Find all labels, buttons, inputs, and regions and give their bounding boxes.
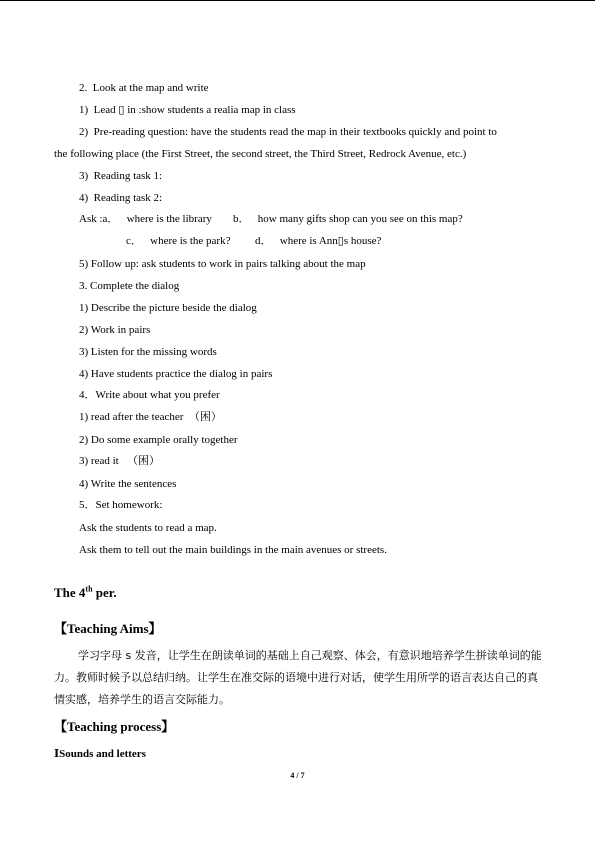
step-write-sentences: 4) Write the sentences <box>79 478 177 490</box>
question-a: Ask :a． where is the library <box>79 213 212 225</box>
step-work-in-pairs: 2) Work in pairs <box>79 324 151 336</box>
homework-tell-buildings: Ask them to tell out the main buildings in the main avenues or streets. <box>79 544 387 556</box>
step-follow-up: 5) Follow up: ask students to work in pairs talking about the map <box>79 258 366 270</box>
step-look-at-map: 2. Look at the map and write <box>79 82 209 94</box>
step-set-homework: 5．Set homework: <box>79 499 163 511</box>
step-complete-dialog: 3. Complete the dialog <box>79 280 180 292</box>
teaching-process-heading: 【Teaching process】 <box>54 719 175 734</box>
teaching-aims-heading: 【Teaching Aims】 <box>54 621 162 636</box>
step-example-orally: 2) Do some example orally together <box>79 434 238 446</box>
step-describe-picture: 1) Describe the picture beside the dialog <box>79 302 257 314</box>
teaching-aims-text: 学习字母 s 发音，让学生在朗读单词的基础上自己观察、体会，有意识地培养学生拼读单词的能力。教师时候予以总结归纳。让学生在准交际的语境中进行对话，使学生用所学的语言表达自己的真情实感，培养学生的语言交际能力。 <box>54 649 542 706</box>
period-heading: The 4th per. <box>54 584 117 600</box>
step-write-prefer: 4．Write about what you prefer <box>79 389 220 401</box>
homework-read-map: Ask the students to read a map. <box>79 522 217 534</box>
step-reading-task-1: 3) Reading task 1: <box>79 170 163 182</box>
step-listen-missing: 3) Listen for the missing words <box>79 346 217 358</box>
step-reading-task-2: 4) Reading task 2: <box>79 192 163 204</box>
step-practice-dialog: 4) Have students practice the dialog in pairs <box>79 368 273 380</box>
page-number: 4 / 7 <box>290 771 305 780</box>
step-lead-in: 1) Lead ▯ in :show students a realia map in class <box>79 104 296 116</box>
step-pre-reading: 2) Pre-reading question: have the students read the map in their textbooks quickly and point to <box>79 126 497 138</box>
page-top-border <box>0 0 595 1</box>
question-d: d． where is Ann▯s house? <box>255 235 382 247</box>
step-pre-reading-cont: the following place (the First Street, the second street, the Third Street, Redrock Avenue, etc.) <box>54 148 467 160</box>
step-read-after-teacher: 1) read after the teacher （困） <box>79 411 222 423</box>
sounds-letters-heading: ⅠSounds and letters <box>54 748 146 760</box>
question-c: c． where is the park? <box>126 235 231 247</box>
step-read-it: 3) read it （困） <box>79 455 160 467</box>
question-b: b． how many gifts shop can you see on this map? <box>233 213 463 225</box>
